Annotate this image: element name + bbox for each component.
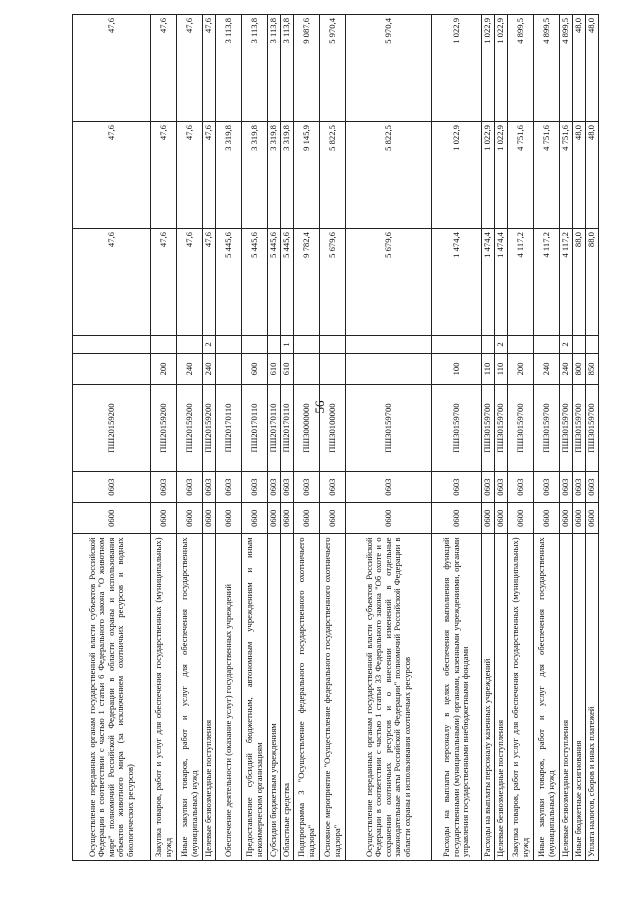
amount-year-1: 1 474,4 [432,229,482,336]
vedomstvo-code: 0600 [216,503,242,534]
target-article-code: ПШ30000000 [294,385,320,472]
row-name: Иные закупки товаров, работ и услуг для обеспечения государственных (муниципальных) нужд [534,534,560,861]
target-article-code: ПШ30159700 [432,385,482,472]
vedomstvo-code: 0600 [268,503,281,534]
amount-year-3: 3 113,8 [268,15,281,122]
razdel-code: 0603 [281,472,294,503]
amount-year-2: 5 822,5 [346,122,432,229]
table-row [534,15,560,861]
amount-year-3: 1 022,9 [495,15,508,122]
table-row [586,15,599,861]
target-article-code: ПШ20170110 [281,385,294,472]
table-row [203,15,216,861]
table-row [242,15,268,861]
razdel-code: 0603 [320,472,346,503]
expense-type-code: 100 [432,353,482,384]
amount-year-3: 1 022,9 [482,15,495,122]
table-row [573,15,586,861]
target-article-code: ПШ20159200 [203,385,216,472]
page-number: 56 [312,400,327,414]
amount-year-2: 1 022,9 [495,122,508,229]
expense-type-code [294,353,320,384]
vedomstvo-code: 0600 [73,503,151,534]
amount-year-2: 3 319,8 [216,122,242,229]
target-article-code: ПШ20159200 [177,385,203,472]
row-name: Предоставление субсидий бюджетным, автономным учреждениям и иным некоммерческим организациям [242,534,268,861]
amount-year-2: 1 022,9 [482,122,495,229]
source-code [346,336,432,354]
amount-year-1: 1 474,4 [482,229,495,336]
amount-year-2: 47,6 [177,122,203,229]
source-code [216,336,242,354]
vedomstvo-code: 0600 [534,503,560,534]
expense-type-code: 110 [495,353,508,384]
row-name: Целевые безвозмездные поступления [495,534,508,861]
table-row [560,15,573,861]
row-name: Основное мероприятие "Осуществление федерального государственного охотничьего надзора" [320,534,346,861]
vedomstvo-code: 0600 [508,503,534,534]
source-code [508,336,534,354]
expense-type-code: 850 [586,353,599,384]
amount-year-1: 9 782,4 [294,229,320,336]
source-code [73,336,151,354]
source-code [151,336,177,354]
table-row [294,15,320,861]
row-name: Обеспечение деятельности (оказание услуг) государственных учреждений [216,534,242,861]
razdel-code: 0603 [177,472,203,503]
expense-type-code: 800 [573,353,586,384]
expense-type-code: 240 [177,353,203,384]
expense-type-code: 240 [560,353,573,384]
amount-year-2: 3 319,8 [242,122,268,229]
expense-type-code: 240 [203,353,216,384]
razdel-code: 0603 [242,472,268,503]
amount-year-2: 3 319,8 [281,122,294,229]
amount-year-1: 47,6 [203,229,216,336]
rotated-table-container [60,0,597,905]
amount-year-3: 9 087,6 [294,15,320,122]
expense-type-code: 600 [242,353,268,384]
table-row [495,15,508,861]
amount-year-1: 47,6 [73,229,151,336]
table-row [216,15,242,861]
source-code: 2 [203,336,216,354]
source-code: 1 [281,336,294,354]
source-code: 2 [560,336,573,354]
amount-year-3: 47,6 [151,15,177,122]
row-name: Иные бюджетные ассигнования [573,534,586,861]
source-code [573,336,586,354]
target-article-code: ПШ30159700 [346,385,432,472]
row-name: Уплата налогов, сборов и иных платежей [586,534,599,861]
vedomstvo-code: 0600 [586,503,599,534]
vedomstvo-code: 0600 [573,503,586,534]
row-name: Целевые безвозмездные поступления [203,534,216,861]
amount-year-1: 88,0 [586,229,599,336]
amount-year-3: 1 022,9 [432,15,482,122]
target-article-code: ПШ30159700 [534,385,560,472]
source-code: 2 [495,336,508,354]
amount-year-1: 5 445,6 [281,229,294,336]
vedomstvo-code: 0600 [242,503,268,534]
source-code [268,336,281,354]
target-article-code: ПШ30159700 [586,385,599,472]
row-name: Расходы на выплаты персоналу в целях обеспечения выполнения функций государственными (муниципальными) органами, казенными учреждениями, органами управления государственными внебюджетными фондами [432,534,482,861]
table-row [177,15,203,861]
table-row [432,15,482,861]
amount-year-1: 5 679,6 [320,229,346,336]
row-name: Подпрограмма 3 "Осуществление федерального государственного охотничьего надзора" [294,534,320,861]
source-code [432,336,482,354]
razdel-code: 0603 [203,472,216,503]
razdel-code: 0603 [586,472,599,503]
target-article-code: ПШ30100000 [320,385,346,472]
row-name: Целевые безвозмездные поступления [560,534,573,861]
expense-type-code: 240 [534,353,560,384]
row-name: Закупка товаров, работ и услуг для обеспечения государственных (муниципальных) нужд [151,534,177,861]
row-name: Областные средства [281,534,294,861]
amount-year-1: 5 679,6 [346,229,432,336]
amount-year-2: 9 145,9 [294,122,320,229]
razdel-code: 0603 [432,472,482,503]
expense-type-code: 200 [508,353,534,384]
amount-year-3: 3 113,8 [216,15,242,122]
amount-year-1: 5 445,6 [268,229,281,336]
table-row [320,15,346,861]
amount-year-1: 4 117,2 [534,229,560,336]
row-name: Иные закупки товаров, работ и услуг для обеспечения государственных (муниципальных) нужд [177,534,203,861]
razdel-code: 0603 [482,472,495,503]
amount-year-3: 47,6 [73,15,151,122]
amount-year-3: 4 899,5 [534,15,560,122]
amount-year-1: 4 117,2 [508,229,534,336]
target-article-code: ПШ20170110 [216,385,242,472]
budget-table [72,14,599,861]
expense-type-code [346,353,432,384]
razdel-code: 0603 [73,472,151,503]
amount-year-3: 5 970,4 [320,15,346,122]
row-name: Расходы на выплаты персоналу казенных учреждений [482,534,495,861]
razdel-code: 0603 [508,472,534,503]
amount-year-1: 47,6 [151,229,177,336]
vedomstvo-code: 0600 [203,503,216,534]
razdel-code: 0603 [216,472,242,503]
amount-year-2: 47,6 [73,122,151,229]
razdel-code: 0603 [151,472,177,503]
amount-year-3: 48,0 [586,15,599,122]
amount-year-1: 1 474,4 [495,229,508,336]
amount-year-2: 1 022,9 [432,122,482,229]
table-row [346,15,432,861]
vedomstvo-code: 0600 [560,503,573,534]
source-code [242,336,268,354]
target-article-code: ПШ30159700 [573,385,586,472]
amount-year-2: 48,0 [573,122,586,229]
amount-year-2: 47,6 [203,122,216,229]
amount-year-1: 5 445,6 [216,229,242,336]
target-article-code: ПШ20170110 [242,385,268,472]
amount-year-3: 47,6 [177,15,203,122]
amount-year-1: 5 445,6 [242,229,268,336]
amount-year-3: 47,6 [203,15,216,122]
expense-type-code [216,353,242,384]
amount-year-2: 4 751,6 [560,122,573,229]
expense-type-code: 110 [482,353,495,384]
amount-year-3: 4 899,5 [560,15,573,122]
target-article-code: ПШ20170110 [268,385,281,472]
amount-year-2: 4 751,6 [534,122,560,229]
row-name: Осуществление переданных органам государственной власти субъектов Российской Федерации в соответствии с частью 1 статьи 33 Федерального закона "Об охоте и о сохранении охотничьих ресурсов и о внесении изменений в отдельные законодательные акты Российской Федерации" полномочий Российской Федерации в области охраны и использования охотничьих ресурсов [346,534,432,861]
table-row [482,15,495,861]
amount-year-1: 4 117,2 [560,229,573,336]
razdel-code: 0603 [346,472,432,503]
vedomstvo-code: 0600 [495,503,508,534]
razdel-code: 0603 [495,472,508,503]
amount-year-1: 47,6 [177,229,203,336]
razdel-code: 0603 [560,472,573,503]
vedomstvo-code: 0600 [482,503,495,534]
vedomstvo-code: 0600 [432,503,482,534]
expense-type-code [320,353,346,384]
budget-table-area [60,0,597,905]
target-article-code: ПШ30159700 [560,385,573,472]
table-row [281,15,294,861]
expense-type-code: 200 [151,353,177,384]
razdel-code: 0603 [534,472,560,503]
vedomstvo-code: 0600 [346,503,432,534]
amount-year-2: 5 822,5 [320,122,346,229]
amount-year-2: 4 751,6 [508,122,534,229]
amount-year-2: 48,0 [586,122,599,229]
target-article-code: ПШ20159200 [73,385,151,472]
source-code [294,336,320,354]
table-row [73,15,151,861]
expense-type-code [73,353,151,384]
expense-type-code: 610 [281,353,294,384]
expense-type-code: 610 [268,353,281,384]
source-code [320,336,346,354]
row-name: Осуществление переданных органам государственной власти субъектов Российской Федерации в соответствии с частью 1 статьи 6 Федерального закона "О животном мире" полномочий Российской Федерации в области охраны и использования объектов животного мира (за исключением охотничьих ресурсов и водных биологических ресурсов) [73,534,151,861]
budget-table-body [73,15,599,861]
vedomstvo-code: 0600 [177,503,203,534]
row-name: Закупка товаров, работ и услуг для обеспечения государственных (муниципальных) нужд [508,534,534,861]
vedomstvo-code: 0600 [151,503,177,534]
amount-year-1: 88,0 [573,229,586,336]
target-article-code: ПШ30159700 [482,385,495,472]
amount-year-3: 5 970,4 [346,15,432,122]
vedomstvo-code: 0600 [281,503,294,534]
table-row [508,15,534,861]
amount-year-2: 3 319,8 [268,122,281,229]
razdel-code: 0603 [294,472,320,503]
table-row [151,15,177,861]
source-code [482,336,495,354]
razdel-code: 0603 [573,472,586,503]
source-code [177,336,203,354]
razdel-code: 0603 [268,472,281,503]
source-code [534,336,560,354]
amount-year-3: 3 113,8 [242,15,268,122]
target-article-code: ПШ30159700 [495,385,508,472]
amount-year-3: 3 113,8 [281,15,294,122]
vedomstvo-code: 0600 [320,503,346,534]
source-code [586,336,599,354]
target-article-code: ПШ20159200 [151,385,177,472]
vedomstvo-code: 0600 [294,503,320,534]
amount-year-3: 4 899,5 [508,15,534,122]
amount-year-2: 47,6 [151,122,177,229]
row-name: Субсидии бюджетным учреждениям [268,534,281,861]
target-article-code: ПШ30159700 [508,385,534,472]
amount-year-3: 48,0 [573,15,586,122]
table-row [268,15,281,861]
